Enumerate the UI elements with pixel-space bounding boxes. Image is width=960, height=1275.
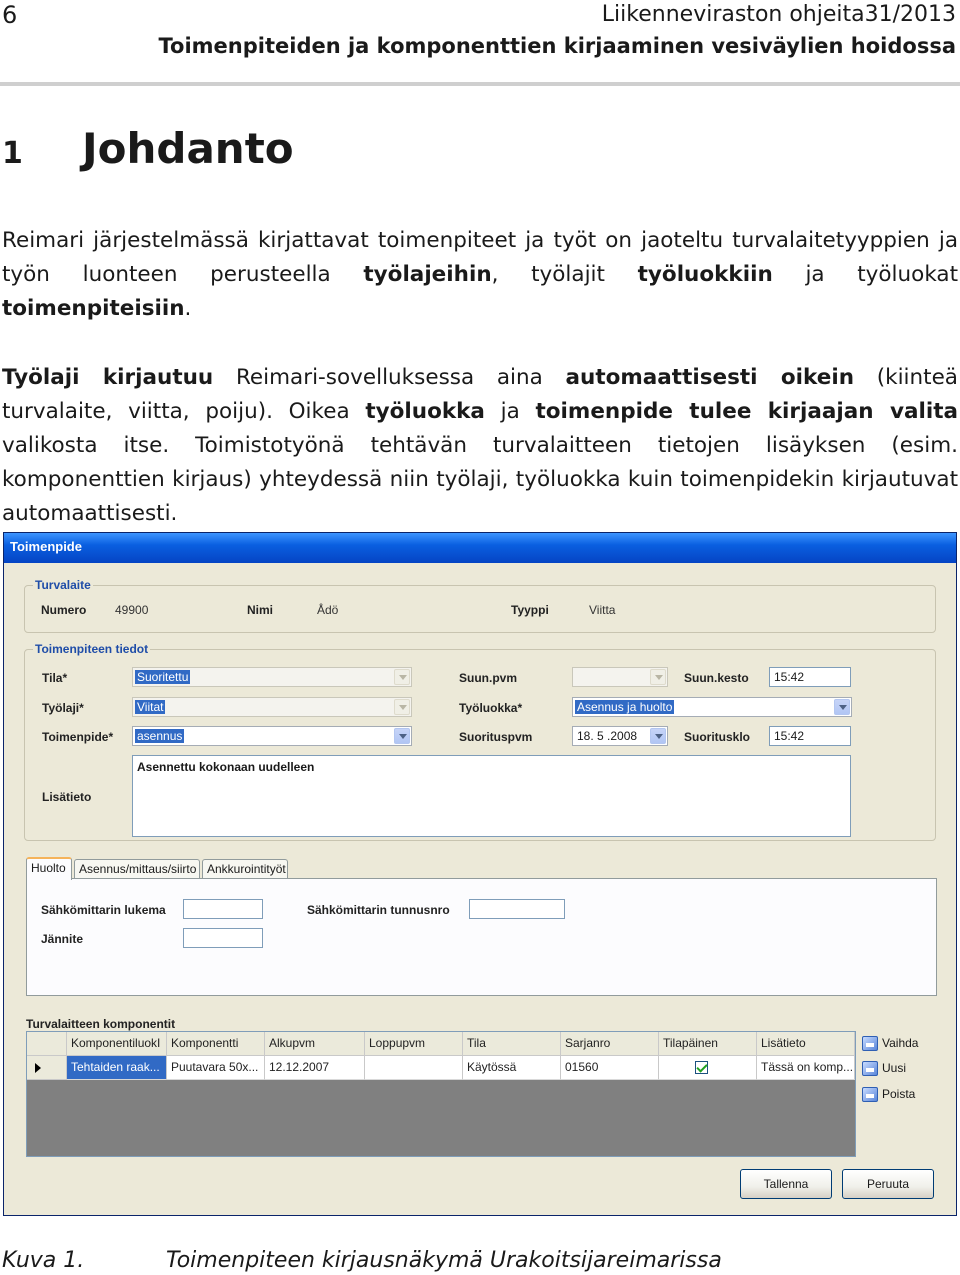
jannite-field[interactable] bbox=[183, 928, 263, 948]
jannite-label: Jännite bbox=[41, 932, 84, 946]
page-number: 6 bbox=[2, 1, 18, 29]
cell-loppupvm[interactable] bbox=[365, 1056, 463, 1080]
col-header-tila[interactable]: Tila bbox=[463, 1032, 561, 1056]
sahkomittarin-lukema-field[interactable] bbox=[183, 899, 263, 919]
chapter-title: Johdanto bbox=[82, 124, 294, 173]
tyoluokka-select-value: Asennus ja huolto bbox=[577, 700, 673, 714]
turvalaite-group bbox=[24, 578, 936, 633]
toimenpide-label: Toimenpide* bbox=[42, 730, 114, 744]
tyolaji-select[interactable] bbox=[132, 697, 412, 717]
suun-pvm-picker[interactable] bbox=[572, 667, 668, 687]
col-header-sarjanro[interactable]: Sarjanro bbox=[561, 1032, 659, 1056]
suorituspvm-picker[interactable] bbox=[572, 726, 668, 746]
nimi-value: Ådö bbox=[317, 603, 339, 617]
table-row[interactable] bbox=[27, 1056, 855, 1080]
toimenpide-select[interactable] bbox=[132, 726, 412, 746]
tiedot-group-title: Toimenpiteen tiedot bbox=[35, 642, 149, 656]
tab-ankkurointityot[interactable]: Ankkurointityöt bbox=[202, 859, 288, 879]
chevron-down-icon[interactable] bbox=[394, 728, 410, 744]
grid-corner bbox=[27, 1032, 67, 1056]
chevron-down-icon[interactable] bbox=[394, 699, 410, 715]
window-title: Toimenpide bbox=[10, 539, 82, 554]
delete-icon bbox=[862, 1087, 878, 1102]
sahkomittarin-tunnusnro-field[interactable] bbox=[469, 899, 565, 919]
cell-komponentti[interactable]: Puutavara 50x... bbox=[167, 1056, 265, 1080]
vaihda-button[interactable] bbox=[860, 1033, 930, 1055]
chapter-number: 1 bbox=[2, 136, 23, 171]
lisatieto-value: Asennettu kokonaan uudelleen bbox=[137, 760, 315, 774]
cell-sarjanro[interactable]: 01560 bbox=[561, 1056, 659, 1080]
row-pointer-icon bbox=[35, 1063, 41, 1073]
sahkomittarin-lukema-label: Sähkömittarin lukema bbox=[41, 903, 166, 917]
edit-icon bbox=[862, 1036, 878, 1051]
col-header-alkupvm[interactable]: Alkupvm bbox=[265, 1032, 365, 1056]
cell-tila[interactable]: Käytössä bbox=[463, 1056, 561, 1080]
poista-button[interactable] bbox=[860, 1084, 930, 1106]
document-title: Toimenpiteiden ja komponenttien kirjaaminen vesiväylien hoidossa bbox=[158, 34, 956, 58]
suun-pvm-label: Suun.pvm bbox=[459, 671, 518, 685]
tab-asennus-mittaus-siirto[interactable]: Asennus/mittaus/siirto bbox=[74, 859, 200, 879]
lisatieto-textarea[interactable] bbox=[132, 755, 851, 837]
new-icon bbox=[862, 1061, 878, 1076]
komponentit-title: Turvalaitteen komponentit bbox=[26, 1017, 176, 1031]
chapter-heading bbox=[2, 122, 294, 181]
toimenpide-window bbox=[3, 532, 957, 1216]
col-header-tilapainen[interactable]: Tilapäinen bbox=[659, 1032, 757, 1056]
suoritusklo-field[interactable] bbox=[769, 726, 851, 746]
cell-komponenttiluokka[interactable]: Tehtaiden raak... bbox=[67, 1056, 167, 1080]
tyoluokka-label: Työluokka* bbox=[459, 701, 523, 715]
poista-label: Poista bbox=[882, 1087, 916, 1101]
suorituspvm-label: Suorituspvm bbox=[459, 730, 533, 744]
suun-kesto-value: 15:42 bbox=[774, 670, 805, 684]
chevron-down-icon[interactable] bbox=[650, 728, 666, 744]
intro-paragraph-2: Työlaji kirjautuu Reimari-sovelluksessa aina automaattisesti oikein (kiinteä turvalaite, viitta, poiju). Oikea työluokka ja toimenpide tulee kirjaajan valita valikosta itse. Toimistotyönä tehtävän turvalaitteen tietojen lisäyksen (esim. komponenttien kirjaus) yhteydessä niin työlaji, työluokka kuin toimenpidekin kirjautuvat automaattisesti. bbox=[2, 365, 958, 526]
tyoluokka-select[interactable] bbox=[572, 697, 852, 717]
uusi-label: Uusi bbox=[882, 1061, 907, 1075]
huolto-tab-panel bbox=[26, 878, 937, 996]
col-header-lisatieto[interactable]: Lisätieto bbox=[757, 1032, 855, 1056]
col-header-loppupvm[interactable]: Loppupvm bbox=[365, 1032, 463, 1056]
peruuta-button[interactable]: Peruuta bbox=[842, 1169, 934, 1199]
grid-header-row bbox=[27, 1032, 855, 1056]
chevron-down-icon[interactable] bbox=[650, 669, 666, 685]
turvalaite-group-title: Turvalaite bbox=[35, 578, 91, 592]
suoritusklo-value: 15:42 bbox=[774, 729, 805, 743]
nimi-label: Nimi bbox=[247, 603, 274, 617]
suoritusklo-label: Suoritusklo bbox=[684, 730, 751, 744]
header-rule bbox=[0, 82, 960, 86]
publication-series: Liikenneviraston ohjeita31/2013 bbox=[601, 2, 956, 27]
suun-kesto-field[interactable] bbox=[769, 667, 851, 687]
tyyppi-value: Viitta bbox=[589, 603, 616, 617]
numero-label: Numero bbox=[41, 603, 87, 617]
figure-label: Kuva 1. bbox=[2, 1248, 85, 1273]
cell-alkupvm[interactable]: 12.12.2007 bbox=[265, 1056, 365, 1080]
chevron-down-icon[interactable] bbox=[394, 669, 410, 685]
tab-huolto[interactable]: Huolto bbox=[26, 857, 72, 880]
suun-kesto-label: Suun.kesto bbox=[684, 671, 749, 685]
row-selector[interactable] bbox=[27, 1056, 67, 1080]
figure-caption: Toimenpiteen kirjausnäkymä Urakoitsijareimarissa bbox=[166, 1248, 722, 1273]
cell-lisatieto[interactable]: Tässä on komp... bbox=[757, 1056, 855, 1080]
window-titlebar[interactable] bbox=[4, 533, 956, 563]
suorituspvm-value: 18. 5 .2008 bbox=[577, 729, 638, 743]
tila-label: Tila* bbox=[42, 671, 68, 685]
tila-select[interactable] bbox=[132, 667, 412, 687]
toimenpide-select-value: asennus bbox=[137, 729, 183, 743]
vaihda-label: Vaihda bbox=[882, 1036, 919, 1050]
tilapainen-checkbox[interactable] bbox=[695, 1061, 708, 1074]
numero-value: 49900 bbox=[115, 603, 149, 617]
tyolaji-select-value: Viitat bbox=[137, 700, 164, 714]
chevron-down-icon[interactable] bbox=[834, 699, 850, 715]
col-header-komponenttiluokka[interactable]: KomponentiluokI bbox=[67, 1032, 167, 1056]
tyyppi-label: Tyyppi bbox=[511, 603, 549, 617]
uusi-button[interactable] bbox=[860, 1058, 930, 1080]
cell-tilapainen[interactable] bbox=[659, 1056, 757, 1080]
intro-paragraph-1: Reimari järjestelmässä kirjattavat toimenpiteet ja työt on jaoteltu turvalaitetyyppien ja työn luonteen perusteella työlajeihin, työlajit työluokkiin ja työluokat toimenpiteisiin. bbox=[2, 228, 958, 321]
komponentit-grid[interactable] bbox=[26, 1031, 856, 1157]
tallenna-button[interactable]: Tallenna bbox=[740, 1169, 832, 1199]
sahkomittarin-tunnusnro-label: Sähkömittarin tunnusnro bbox=[307, 903, 450, 917]
tila-select-value: Suoritettu bbox=[137, 670, 189, 684]
lisatieto-label: Lisätieto bbox=[42, 790, 92, 804]
col-header-komponentti[interactable]: Komponentti bbox=[167, 1032, 265, 1056]
tyolaji-label: Työlaji* bbox=[42, 701, 84, 715]
